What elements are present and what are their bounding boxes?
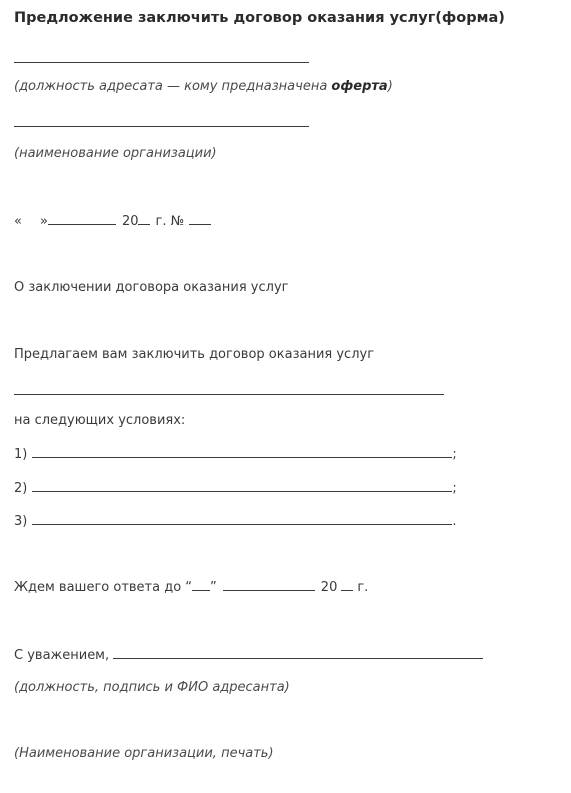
date-quote-close: » bbox=[39, 214, 48, 229]
condition-blank bbox=[32, 479, 452, 492]
signature-blank bbox=[113, 646, 483, 659]
date-year-blank bbox=[138, 212, 150, 225]
sender-organization-caption: (Наименование организации, печать) bbox=[14, 746, 274, 761]
date-number-label: г. № bbox=[155, 214, 185, 229]
proposal-line: Предлагаем вам заключить договор оказания услуг bbox=[14, 347, 375, 362]
condition-number: 1) bbox=[14, 447, 28, 462]
reply-year-suffix: г. bbox=[357, 580, 369, 595]
document-number-blank bbox=[189, 212, 211, 225]
condition-end: . bbox=[452, 514, 457, 529]
sender-caption: (должность, подпись и ФИО адресанта) bbox=[14, 680, 290, 695]
recipient-position-caption bbox=[14, 78, 393, 96]
condition-item bbox=[14, 512, 456, 531]
condition-end: ; bbox=[452, 447, 457, 462]
document-title: Предложение заключить договор оказания услуг(форма) bbox=[14, 10, 505, 26]
organization-caption: (наименование организации) bbox=[14, 146, 217, 161]
recipient-position-text: (должность адресата — кому предназначена bbox=[14, 79, 332, 94]
condition-item bbox=[14, 479, 457, 498]
reply-year-prefix: 20 bbox=[320, 580, 338, 595]
reply-quote-close: ” bbox=[210, 580, 217, 595]
regards-text: С уважением, bbox=[14, 648, 110, 663]
recipient-position-blank bbox=[14, 62, 309, 63]
condition-item bbox=[14, 445, 457, 464]
reply-text: Ждем вашего ответа до “ bbox=[14, 580, 193, 595]
organization-name-blank bbox=[14, 126, 309, 127]
date-year-prefix: 20 bbox=[121, 214, 139, 229]
date-month-blank bbox=[48, 212, 116, 225]
subject-line: О заключении договора оказания услуг bbox=[14, 280, 289, 295]
reply-year-blank bbox=[341, 578, 353, 591]
condition-number: 2) bbox=[14, 481, 28, 496]
condition-blank bbox=[32, 445, 452, 458]
condition-blank bbox=[32, 512, 452, 525]
reply-deadline-line bbox=[14, 578, 368, 597]
date-quote-open: « bbox=[14, 214, 22, 229]
service-description-blank bbox=[14, 394, 444, 395]
condition-end: ; bbox=[452, 481, 457, 496]
offer-term: оферта bbox=[331, 79, 388, 94]
conditions-intro: на следующих условиях: bbox=[14, 413, 186, 428]
recipient-position-close: ) bbox=[387, 79, 393, 94]
condition-number: 3) bbox=[14, 514, 28, 529]
reply-month-blank bbox=[223, 578, 315, 591]
regards-line bbox=[14, 646, 483, 665]
reply-day-blank bbox=[192, 578, 210, 591]
date-number-line bbox=[14, 212, 211, 231]
